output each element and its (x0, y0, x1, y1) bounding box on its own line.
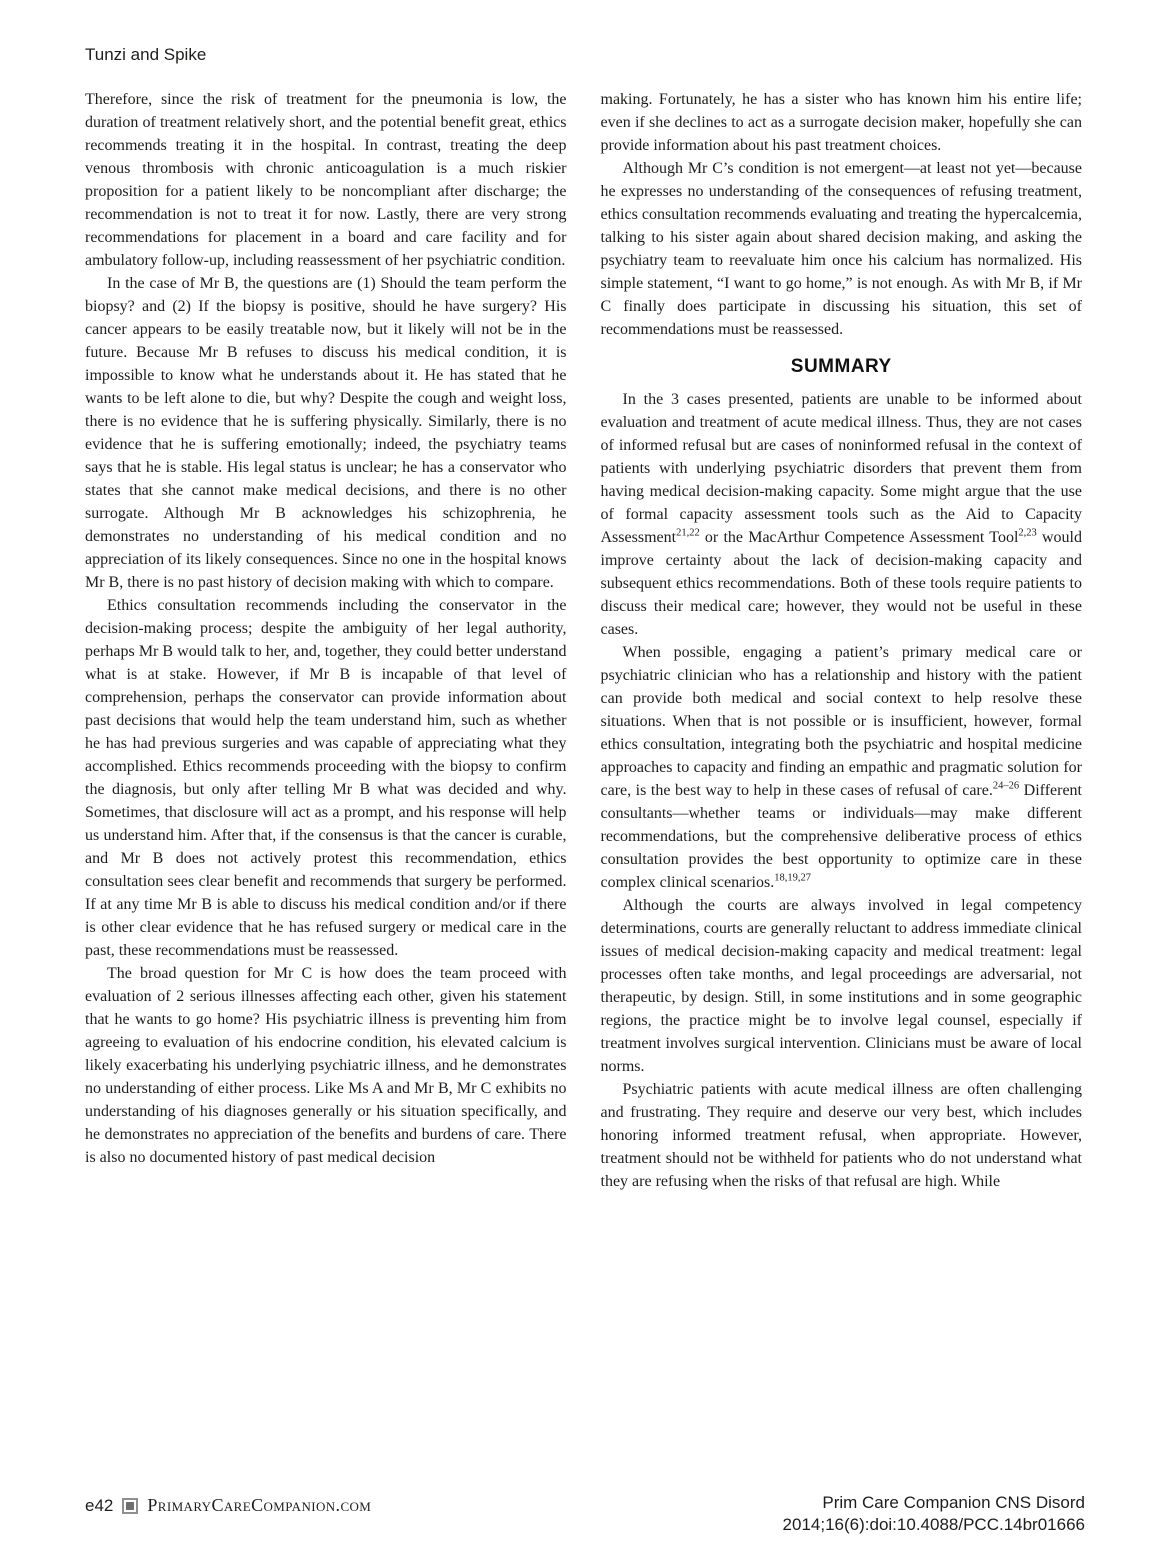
left-column (85, 88, 567, 1480)
paragraph: In the 3 cases presented, patients are unable to be informed about evaluation and treatment of acute medical illness. Thus, they are not cases of informed refusal but are cases of noninformed refusal in the context of patients with underlying psychiatric disorders that prevent them from having medical decision-making capacity. Some might argue that the use of formal capacity assessment tools such as the Aid to Capacity Assessment$^{21,22}$ or the MacArthur Competence Assessment Tool$^{2,23}$ would improve certainty about the lack of decision-making capacity and subsequent ethics recommendations. Both of these tools require patients to discuss their medical care; however, they would not be useful in these cases. (600, 391, 1082, 638)
page-footer (85, 1492, 1085, 1536)
reference-superscript: 2,23 (1018, 527, 1037, 539)
right-column-top (601, 88, 1083, 341)
reference-superscript: 24–26 (992, 780, 1020, 792)
right-column-bottom (601, 388, 1083, 1193)
paragraph: Although the courts are always involved in legal competency determinations, courts are generally reluctant to address immediate clinical issues of medical decision-making capacity and medical treatment: legal processes often take months, and legal proceedings are adversarial, not therapeutic, by design. Still, in some institutions and in some geographic regions, the practice might be to involve legal counsel, especially if treatment involves surgical intervention. Clinicians must be aware of local norms. (600, 897, 1082, 1075)
footer-left (85, 1492, 371, 1516)
running-head: Tunzi and Spike (85, 45, 207, 64)
paragraph: Ethics consultation recommends including the conservator in the decision-making process; despite the ambiguity of her legal authority, perhaps Mr B would talk to her, and, together, they could better understand what is at stake. However, if Mr B is incapable of that level of comprehension, perhaps the conservator can provide information about past decisions that would help the team understand him, such as whether he has had previous surgeries and was capable of appreciating what they accomplished. Ethics recommends proceeding with the biopsy to confirm the diagnosis, but only after telling Mr B what was decided and why. Sometimes, that disclosure will act as a prompt, and his response will help us understand him. After that, if the consensus is that the cancer is curable, and Mr B does not actively protest this recommendation, ethics consultation sees clear benefit and recommends that surgery be performed. If at any time Mr B is able to discuss his medical condition and/or if there is other clear evidence that he has refused surgery or medical care in the past, these recommendations must be reassessed. (85, 597, 567, 959)
article-body (85, 88, 1082, 1480)
footer-right (783, 1492, 1085, 1536)
reference-superscript: 21,22 (676, 527, 700, 539)
journal-website: PrimaryCareCompanion.com (147, 1495, 372, 1515)
paragraph: Psychiatric patients with acute medical illness are often challenging and frustrating. They require and deserve our very best, which includes honoring informed treatment refusal, when appropriate. However, treatment should not be withheld for patients who do not understand what they are refusing when the risks of that refusal are high. While (600, 1081, 1082, 1190)
journal-name: Prim Care Companion CNS Disord (822, 1493, 1085, 1512)
paragraph: Therefore, since the risk of treatment for the pneumonia is low, the duration of treatment relatively short, and the potential benefit great, ethics recommends treating it in the hospital. In contrast, treating the deep venous thrombosis with chronic anticoagulation is a much riskier proposition for a patient likely to be noncompliant after discharge; the recommendation is not to treat it for now. Lastly, there are very strong recommendations for placement in a board and care facility and for ambulatory follow-up, including reassessment of her psychiatric condition. (85, 91, 567, 269)
reference-superscript: 18,19,27 (774, 872, 811, 884)
paragraph: In the case of Mr B, the questions are (1) Should the team perform the biopsy? and (2) If the biopsy is positive, should he have surgery? His cancer appears to be easily treatable now, but it likely will not be in the future. Because Mr B refuses to discuss his medical condition, it is impossible to know what he understands about it. He has stated that he wants to be left alone to die, but why? Despite the cough and weight loss, there is no evidence that he is suffering physically. Similarly, there is no evidence that he is suffering emotionally; indeed, the psychiatry teams says that he is stable. His legal status is unclear; he has a conservator who states that she cannot make medical decisions, and there is no other surrogate. Although Mr B acknowledges his schizophrenia, he demonstrates no understanding of his medical condition and no appreciation of its likely consequences. Since no one in the hospital knows Mr B, there is no past history of decision making with which to compare. (85, 275, 567, 591)
paragraph: making. Fortunately, he has a sister who has known him his entire life; even if she declines to act as a surrogate decision maker, hopefully she can provide information about his past treatment choices. (600, 91, 1082, 154)
summary-heading: SUMMARY (790, 356, 892, 377)
citation-doi: 2014;16(6):doi:10.4088/PCC.14br01666 (782, 1515, 1085, 1534)
paragraph: The broad question for Mr C is how does the team proceed with evaluation of 2 serious illnesses affecting each other, given his statement that he wants to go home? His psychiatric illness is preventing him from agreeing to evaluation of his endocrine condition, his elevated calcium is likely exacerbating his underlying psychiatric illness, and he demonstrates no understanding of either process. Like Ms A and Mr B, Mr C exhibits no understanding of his diagnoses generally or his situation specifically, and he demonstrates no appreciation of the benefits and burdens of care. There is also no documented history of past medical decision (85, 965, 567, 1166)
paragraph: Although Mr C’s condition is not emergent—at least not yet—because he expresses no understanding of the consequences of refusing treatment, ethics consultation recommends evaluating and treating the hypercalcemia, talking to his sister again about shared decision making, and asking the psychiatry team to reevaluate him once his calcium has normalized. His simple statement, “I want to go home,” is not enough. As with Mr B, if Mr C finally does participate in discussing his situation, this set of recommendations must be reassessed. (600, 160, 1082, 338)
square-bullet-icon (122, 1498, 138, 1514)
paragraph: When possible, engaging a patient’s primary medical care or psychiatric clinician who has a relationship and history with the patient can provide both medical and social context to help resolve these situations. When that is not possible or is insufficient, however, formal ethics consultation, integrating both the psychiatric and hospital medicine approaches to capacity and finding an empathic and pragmatic solution for care, is the best way to help in these cases of refusal of care.$^{24-26}$ Different consultants—whether teams or individuals—may make different recommendations, but the comprehensive deliberative process of ethics consultation provides the best opportunity to optimize care in these complex clinical scenarios.$^{18,19,27}$ (600, 644, 1082, 891)
right-column (601, 88, 1083, 1480)
page-number: e42 (85, 1495, 114, 1515)
